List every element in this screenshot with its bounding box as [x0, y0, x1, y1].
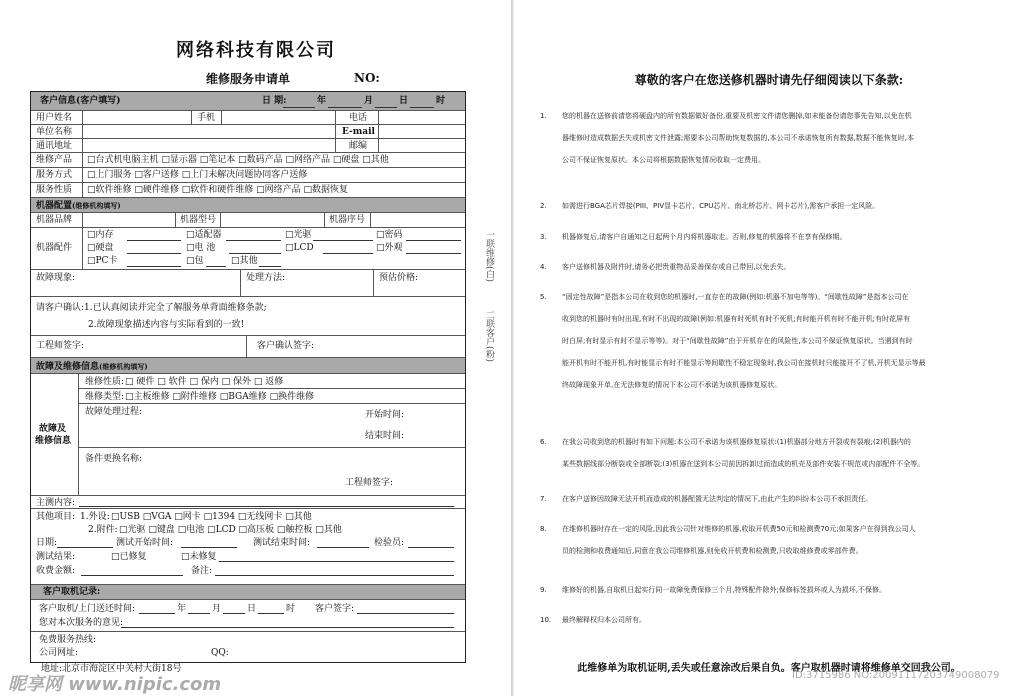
start-time-label: 开始时间:: [365, 410, 405, 420]
clause-number: 2.: [540, 202, 547, 210]
quote-label: 预估价格:: [379, 273, 419, 283]
test-end-label: 测试结束时间:: [253, 538, 311, 548]
clause-line: 机器修复后,请客户自通知之日起两个月内将机器取走。否则,修复的机器将不在享有保修期。: [562, 233, 847, 241]
month-label: 月: [364, 96, 374, 106]
clause-number: 9.: [540, 586, 547, 594]
test-date-label: 日期:: [36, 538, 58, 548]
company-address: 地址:北京市海淀区中关村大街18号: [41, 664, 182, 674]
brand-label: 机器品牌: [36, 215, 73, 225]
part-bag[interactable]: □包: [186, 256, 204, 266]
clause-text: [562, 431, 1002, 475]
year-label: 年: [317, 96, 327, 106]
host-test-label: 主测内容:: [36, 498, 76, 508]
clause-line: 在维修机器时存在一定的风险,因此我公司针对维修的机器,收取开机费50元和检测费70元;如果客户在得到我公司人: [562, 525, 916, 533]
result-not-fixed[interactable]: □未修复: [181, 552, 217, 562]
clause-line: 客户送修机器及附件时,请务必把贵重物品妥善保存或自己带回,以免丢失。: [562, 263, 791, 271]
machine-config-sub: (维修机构填写): [72, 201, 121, 210]
clause-line: 器维修时造成数据丢失或机密文件泄露;需要本公司帮助恢复数据的,本公司不承诺恢复所有数据,数据不能恢复时,本: [562, 134, 915, 142]
company-name: 网络科技有限公司: [176, 40, 336, 61]
product-label: 维修产品: [36, 155, 73, 165]
clause-line: 员的检测和收费通知后,同意在我公司维修机器,则免收开机费和检测费,只收取维修费或零部件费。: [562, 547, 863, 555]
fee-label: 收费金额:: [36, 566, 76, 576]
product-options[interactable]: □台式机电脑主机 □显示器 □笔记本 □数码产品 □网络产品 □硬盘 □其他: [87, 155, 389, 165]
fault-label: 故障现象:: [36, 273, 76, 283]
day-label: 日: [399, 96, 409, 106]
clause-line: “固定性故障”是指本公司在收到您的机器时,一直存在的故障(例如:机器不加电等等)。“间歇性故障”是指本公司在: [562, 293, 909, 301]
nature-options[interactable]: □软件维修 □硬件维修 □软件和硬件维修 □网络产品 □数据恢复: [87, 185, 348, 195]
clause-line: 公司不保证恢复原状。本公司将根据数据恢复情况收取一定费用。: [562, 156, 765, 164]
clause-number: 4.: [540, 263, 547, 271]
result-fixed[interactable]: □已修复: [111, 552, 147, 562]
name-row: [31, 111, 465, 125]
fault-info-side-1: 故障及: [39, 424, 67, 434]
pickup-month: 月: [212, 604, 222, 614]
accessory-options[interactable]: □光驱 □键盘 □电池 □LCD □高压板 □触控板 □其他: [119, 525, 342, 535]
pickup-title: 客户取机记录:: [43, 587, 101, 597]
clause-number: 8.: [540, 525, 547, 533]
repair-form: [30, 91, 466, 674]
fault-info-sub: (维修机构填写): [99, 362, 148, 371]
pickup-time-label: 客户取机/上门送还时间:: [39, 604, 136, 614]
parts-label: 机器配件: [36, 243, 73, 253]
clause-number: 10.: [540, 616, 552, 624]
customer-confirm-label: 客户确认签字:: [257, 341, 315, 351]
other-items-label: 其他项目:: [36, 512, 76, 522]
clause-line: 某些数据线部分断裂或全部断裂;(3)机器在送到本公司前因拆卸过而造成的机壳及部件安装不规范或内部配件不全等。: [562, 460, 925, 468]
product-row: [31, 153, 465, 168]
clause-line: 在客户送修因故障无法开机而造成的机器配置无法判定的情况下,由此产生的纠纷本公司不承担责任。: [562, 495, 873, 503]
clause-number: 3.: [540, 233, 547, 241]
opinion-label: 您对本次服务的意见:: [39, 618, 124, 628]
pickup-header: [31, 585, 465, 600]
clause-line: 能开机有时不能开机,有时能显示有时不能显示等间歇性不稳定现象时,我公司在接机时只能接开不了机,开机无显示等最: [562, 359, 926, 367]
model-label: 机器型号: [180, 215, 217, 225]
clause-text: [562, 609, 1002, 631]
hour-label: 时: [436, 96, 446, 106]
machine-config-header: [31, 198, 465, 213]
clause-line: 时白屏;有时显示有时不显示等等)。对于“间歇性故障”由于开机存在的风险性,本公司不保证恢复原状。当遇到有时: [562, 337, 913, 345]
peripheral-options[interactable]: □USB □VGA □网卡 □1394 □无线网卡 □其他: [111, 512, 312, 522]
part-other[interactable]: □其他: [231, 256, 258, 266]
confirm-row: [31, 297, 465, 336]
email-label: E-mail: [342, 127, 375, 137]
accessory-label: 2.附件:: [88, 525, 118, 535]
parts-row: [31, 228, 465, 270]
hotline-label: 免费服务热线:: [39, 635, 97, 645]
qq-label: QQ:: [211, 648, 229, 658]
clause-text: [562, 518, 1002, 562]
pickup-block: [31, 600, 465, 632]
part-appearance[interactable]: □外观: [376, 243, 403, 253]
terms-title: 尊敬的客户在您送修机器时请先仔细阅读以下条款:: [634, 73, 904, 87]
clause-line: 收到您的机器时有时出现,有时不出现的故障(例如:机器有时死机有时不死机;有时能开机有时不能开机;有时花屏有: [562, 315, 911, 323]
unit-label: 单位名称: [36, 127, 73, 137]
form-title: 维修服务申请单: [206, 72, 291, 86]
sign-row: [31, 336, 465, 358]
clause-number: 5.: [540, 293, 547, 301]
peripheral-label: 1.外设:: [80, 512, 110, 522]
copy-label-white: 一联维修(白): [484, 229, 494, 283]
part-battery[interactable]: □电 池: [186, 243, 216, 253]
date-label: 日 期:: [262, 96, 287, 106]
other-items-block: [31, 509, 465, 585]
pickup-hour: 时: [286, 604, 296, 614]
postcode-label: 邮编: [349, 141, 368, 151]
terms-page: [514, 0, 1024, 696]
form-number-label: NO:: [354, 71, 380, 85]
test-start-label: 测试开始时间:: [116, 538, 174, 548]
clause-number: 1.: [540, 112, 547, 120]
repair-nature-label: 维修性质:: [85, 377, 125, 387]
clause-number: 7.: [540, 495, 547, 503]
copy-label-pink: 二联客户(粉): [484, 309, 494, 363]
confirm-line-1: 请客户确认:1.已认真阅读并完全了解服务单背面维修条款;: [36, 303, 267, 313]
pickup-year: 年: [177, 604, 187, 614]
service-row: [31, 168, 465, 183]
clause-text: [562, 256, 1002, 278]
test-result-label: 测试结果:: [36, 552, 76, 562]
clause-line: 在我公司收到您的机器时有如下问题:本公司不承诺为该机器修复原状:(1)机器部分地方开裂或有裂痕;(2)机器内的: [562, 438, 911, 446]
fault-info-side-2: 维修信息: [35, 436, 72, 446]
remark-label: 备注:: [191, 566, 213, 576]
fault-info-main: 故障及维修信息: [36, 362, 100, 372]
watermark-left: 昵享网 www.nipic.com: [8, 674, 222, 695]
method-label: 处理方法:: [246, 273, 286, 283]
confirm-line-2: 2.故障现象描述内容与实际看到的一致!: [88, 320, 245, 330]
customer-info-title: 客户信息(客户填写): [40, 96, 121, 106]
fault-info-title: [36, 361, 148, 373]
nature-row: [31, 183, 465, 198]
mobile-label: 手机: [197, 113, 216, 123]
clause-line: 终故障现象开单,在无法修复的情况下本公司不承诺为该机器修复原状。: [562, 381, 782, 389]
clause-line: 最终解释权归本公司所有。: [562, 616, 646, 624]
clause-text: [562, 105, 1002, 171]
fault-info-block: [31, 374, 465, 496]
serial-label: 机器序号: [329, 215, 366, 225]
user-name-label: 用户姓名: [36, 113, 73, 123]
clause-text: [562, 286, 1002, 396]
clause-line: 您的机器在送修前请您将硬盘内的所有数据做好备份,重要及机密文件请您删掉,如未能备份请您事先告知,以免在机: [562, 112, 912, 120]
part-adapter[interactable]: □适配器: [186, 230, 222, 240]
unit-row: [31, 125, 465, 139]
part-password[interactable]: □密码: [376, 230, 403, 240]
pickup-day: 日: [247, 604, 257, 614]
contact-block: [31, 632, 465, 664]
process-label: 故障处理过程:: [85, 407, 143, 417]
customer-info-header: [31, 92, 465, 111]
watermark-right: ID:3715986 NO:20091117203749008079: [792, 670, 1000, 681]
tel-label: 电话: [349, 113, 368, 123]
repair-nature-options[interactable]: □ 硬件 □ 软件 □ 保内 □ 保外 □ 返修: [125, 377, 284, 387]
parts-replace-label: 备件更换名称:: [85, 454, 143, 464]
engineer-sign-label: 工程师签字:: [36, 341, 85, 351]
repair-type-options[interactable]: □主板维修 □附件维修 □BGA维修 □换件维修: [125, 392, 315, 402]
part-harddisk[interactable]: □硬盘: [87, 243, 114, 253]
part-lcd[interactable]: □LCD: [285, 243, 314, 253]
inspector-label: 检验员:: [374, 538, 405, 548]
address-row: [31, 139, 465, 153]
clause-text: [562, 488, 1002, 510]
clause-line: 维修好的机器,自取机日起实行同一故障免费保修三个月,特殊配件除外;保修标签损坏或人为损坏,不保修。: [562, 586, 887, 594]
clause-text: [562, 579, 1002, 601]
nature-label: 服务性质: [36, 185, 73, 195]
end-time-label: 结束时间:: [365, 431, 405, 441]
service-options[interactable]: □上门服务 □客户送修 □上门未解决问题协同客户送修: [87, 170, 308, 180]
terms-footer: 此维修单为取机证明,丢失或任意涂改后果自负。客户取机器时请将维修单交回我公司。: [577, 663, 961, 674]
clause-line: 如需进行BGA芯片焊接(PIII、PIV显卡芯片、CPU芯片、南北桥芯片、网卡芯片),需客户承担一定风险。: [562, 202, 880, 210]
part-optical[interactable]: □光驱: [285, 230, 312, 240]
address-label: 通讯地址: [36, 141, 73, 151]
machine-row: [31, 213, 465, 228]
machine-config-title: [36, 200, 121, 212]
fault-row: [31, 270, 465, 297]
clause-number: 6.: [540, 438, 547, 446]
part-memory[interactable]: □内存: [87, 230, 114, 240]
host-row: [31, 496, 465, 509]
part-pc-card[interactable]: □PC卡: [87, 256, 118, 266]
engineer-sign-2-label: 工程师签字:: [345, 478, 394, 488]
fault-info-header: [31, 358, 465, 374]
customer-sign-label: 客户签字:: [315, 604, 355, 614]
service-label: 服务方式: [36, 170, 73, 180]
clause-text: [562, 195, 1002, 217]
machine-config-main: 机器配置: [36, 201, 73, 211]
repair-type-label: 维修类型:: [85, 392, 125, 402]
clause-text: [562, 226, 1002, 248]
website-label: 公司网址:: [39, 648, 79, 658]
